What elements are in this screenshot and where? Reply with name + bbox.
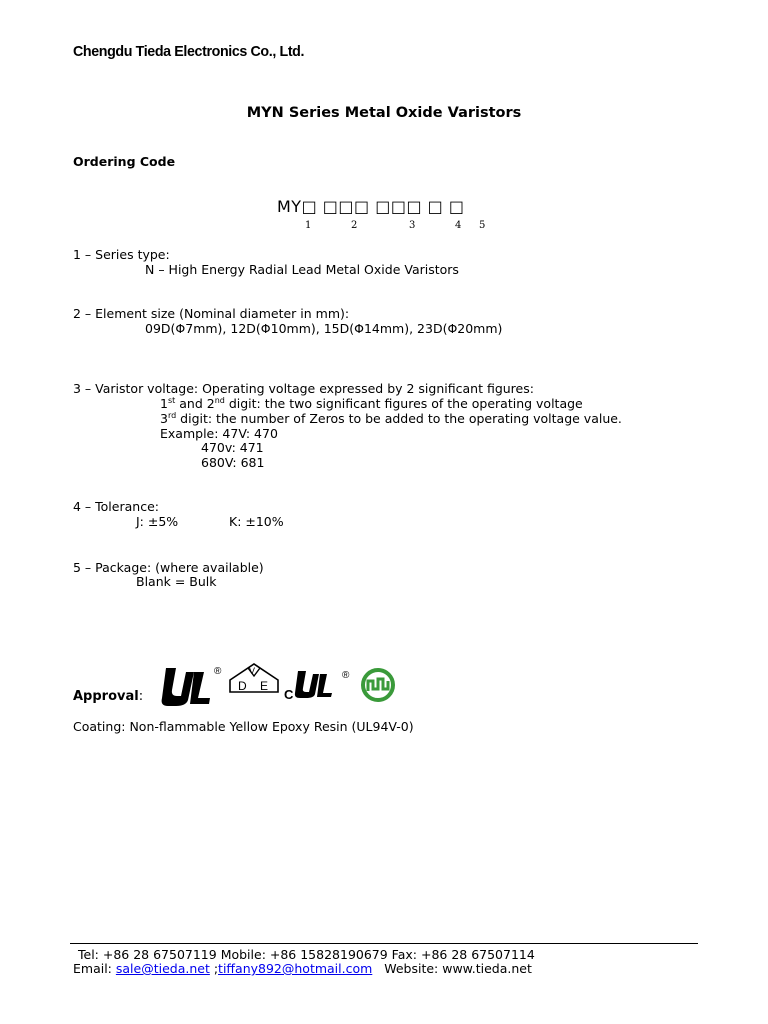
code-position-2: 2 (351, 220, 358, 231)
series-type-desc: N – High Energy Radial Lead Metal Oxide Varistors (145, 262, 459, 277)
code-position-1: 1 (305, 220, 312, 231)
tolerance-heading: 4 – Tolerance: (73, 499, 159, 514)
varistor-voltage-rule-1: 1st and 2nd digit: the two significant figures of the operating voltage (160, 396, 583, 411)
example-47v: Example: 47V: 470 (160, 426, 278, 441)
ccc-logo (359, 667, 397, 703)
series-type-heading: 1 – Series type: (73, 247, 170, 262)
element-size-values: 09D(Φ7mm), 12D(Φ10mm), 15D(Φ14mm), 23D(Φ20mm) (145, 321, 503, 336)
svg-text:V: V (249, 666, 256, 676)
email-link-tiffany[interactable]: tiffany892@hotmail.com (218, 961, 373, 976)
document-title: MYN Series Metal Oxide Varistors (246, 105, 522, 121)
coating-text: Coating: Non-flammable Yellow Epoxy Resin (UL94V-0) (73, 719, 414, 734)
example-470v: 470v: 471 (201, 440, 264, 455)
company-name: Chengdu Tieda Electronics Co., Ltd. (73, 43, 305, 60)
code-position-3: 3 (409, 220, 416, 231)
tolerance-j: J: ±5% (136, 514, 179, 529)
ordering-code-heading: Ordering Code (73, 154, 176, 169)
cul-logo (284, 668, 354, 702)
element-size-heading: 2 – Element size (Nominal diameter in mm): (73, 306, 350, 321)
svg-text:E: E (260, 679, 269, 693)
varistor-voltage-rule-2: 3rd digit: the number of Zeros to be added to the operating voltage value. (160, 411, 622, 426)
vde-logo (226, 662, 282, 696)
svg-text:C: C (284, 687, 294, 702)
footer-divider (70, 943, 698, 944)
code-position-5: 5 (479, 220, 486, 231)
ul-logo (160, 664, 226, 708)
ordering-code-pattern: MY□ □□□ □□□ □ □ (277, 197, 465, 216)
footer-contact: Tel: +86 28 67507119 Mobile: +86 15828190679 Fax: +86 28 67507114 (78, 947, 535, 962)
tolerance-k: K: ±10% (229, 514, 284, 529)
example-680v: 680V: 681 (201, 455, 265, 470)
footer-email-line: Email: sale@tieda.net ;tiffany892@hotmail.com Website: www.tieda.net (73, 961, 532, 976)
svg-text:®: ® (342, 670, 350, 681)
package-heading: 5 – Package: (where available) (73, 560, 264, 575)
svg-text:®: ® (214, 666, 222, 677)
svg-text:D: D (238, 679, 247, 693)
email-link-sale[interactable]: sale@tieda.net (115, 961, 210, 976)
approval-label: Approval: (73, 689, 144, 704)
website-text: Website: www.tieda.net (372, 961, 532, 976)
varistor-voltage-heading: 3 – Varistor voltage: Operating voltage expressed by 2 significant figures: (73, 381, 534, 396)
code-position-4: 4 (455, 220, 462, 231)
package-bulk: Blank = Bulk (136, 574, 217, 589)
